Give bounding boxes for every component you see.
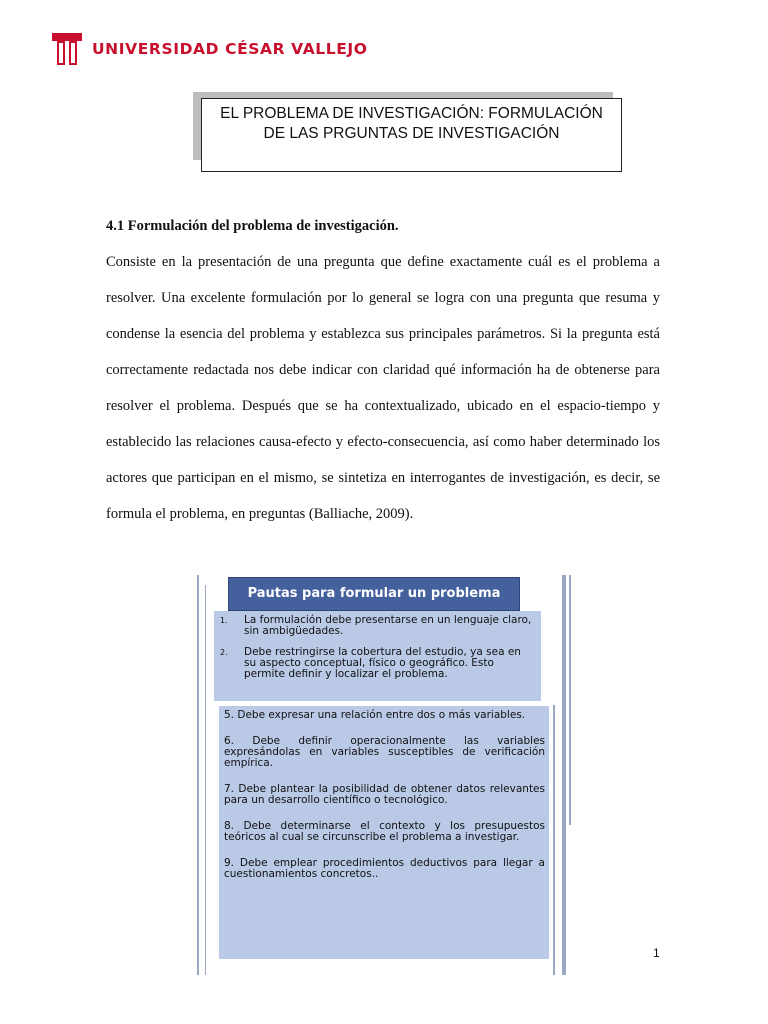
university-logo <box>50 31 368 67</box>
divider-line <box>569 575 571 825</box>
section-paragraph: Consiste en la presentación de una pregunta que define exactamente cuál es el problema a resolver. Una excelente formulación por lo general se logra con una pregunta que resuma y condense la esencia del problema y establezca sus principales parámetros. Si la pregunta está correctamente redactada nos debe indicar con claridad qué información ha de obtenerse para resolver el problema. Después que se ha contextualizado, ubicado en el espacio-tiempo y establecido las relaciones causa-efecto y efecto-consecuencia, así como haber determinado los actores que participan en el mismo, se sintetiza en interrogantes de investigación, es decir, se formula el problema, en preguntas (Balliache, 2009). <box>106 254 660 522</box>
guideline-text: La formulación debe presentarse en un lenguaje claro, sin ambigüedades. <box>244 614 532 637</box>
guidelines-box-top <box>214 611 541 701</box>
guideline-item: 7. Debe plantear la posibilidad de obtener datos relevantes para un desarrollo científico o tecnológico. <box>224 783 545 806</box>
page-number: 1 <box>653 946 660 960</box>
divider-line <box>562 575 566 975</box>
divider-line <box>197 575 199 975</box>
guideline-number: 2. <box>220 648 228 657</box>
guideline-number: 1. <box>220 616 228 625</box>
guidelines-graphic <box>195 575 575 975</box>
guideline-item: 9. Debe emplear procedimientos deductivos para llegar a cuestionamientos concretos.. <box>224 857 545 880</box>
guideline-item: 5. Debe expresar una relación entre dos o más variables. <box>224 709 526 721</box>
guideline-item: 6. Debe definir operacionalmente las variables expresándolas en variables susceptibles de verificación empírica. <box>224 735 545 769</box>
guidelines-title: Pautas para formular un problema <box>228 577 520 611</box>
university-shield-icon <box>50 31 84 67</box>
section-heading: 4.1 Formulación del problema de investigación. <box>106 218 399 234</box>
guideline-item <box>220 647 535 680</box>
guideline-item <box>220 615 535 637</box>
divider-line <box>553 705 555 975</box>
guideline-text: Debe restringirse la cobertura del estudio, ya sea en su aspecto conceptual, físico o geográfico. Esto permite definir y localizar el problema. <box>244 646 521 680</box>
document-title <box>201 98 622 172</box>
divider-line <box>205 585 206 975</box>
title-line-1: EL PROBLEMA DE INVESTIGACIÓN: FORMULACIÓN <box>220 105 603 122</box>
guideline-item: 8. Debe determinarse el contexto y los presupuestos teóricos al cual se circunscribe el problema a investigar. <box>224 820 545 843</box>
university-name: UNIVERSIDAD CÉSAR VALLEJO <box>92 40 368 58</box>
title-line-2: DE LAS PRGUNTAS DE INVESTIGACIÓN <box>263 125 560 142</box>
guidelines-box-bottom <box>219 706 549 959</box>
